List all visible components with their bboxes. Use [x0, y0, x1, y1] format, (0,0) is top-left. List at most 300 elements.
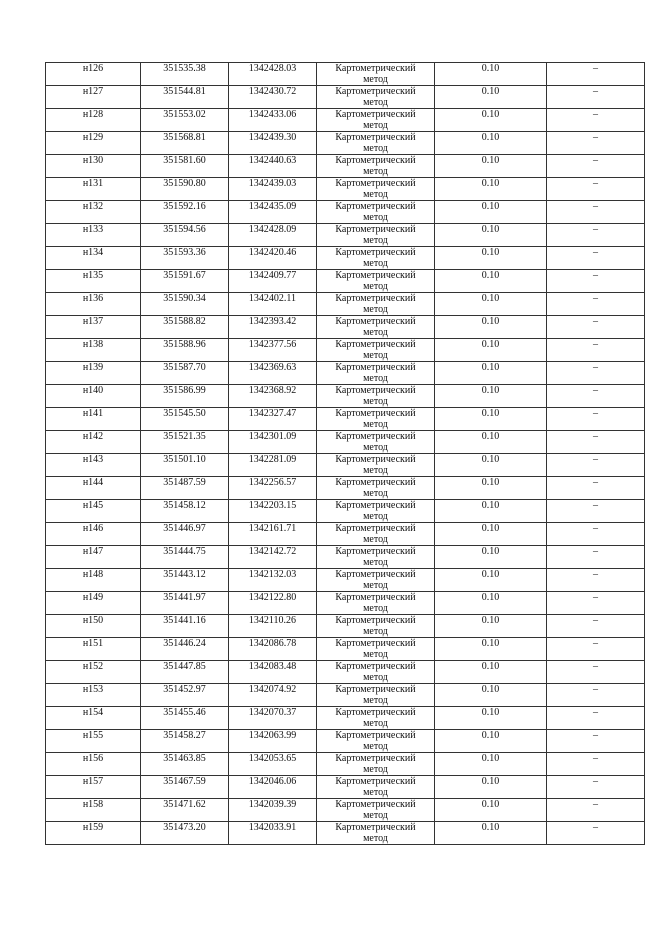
x-coordinate-cell: 351463.85 [141, 753, 229, 776]
point-number-cell: н138 [46, 339, 141, 362]
point-number-cell: н132 [46, 201, 141, 224]
description-cell: – [547, 155, 645, 178]
description-cell: – [547, 822, 645, 845]
accuracy-cell: 0.10 [435, 385, 547, 408]
y-coordinate-cell: 1342435.09 [229, 201, 317, 224]
method-line-2: метод [363, 143, 388, 154]
method-line-2: метод [363, 534, 388, 545]
description-cell: – [547, 385, 645, 408]
method-line-1: Картометрический [335, 707, 416, 718]
method-cell [317, 546, 435, 569]
method-line-2: метод [363, 695, 388, 706]
point-number-cell: н147 [46, 546, 141, 569]
x-coordinate-cell: 351593.36 [141, 247, 229, 270]
method-line-1: Картометрический [335, 776, 416, 787]
point-number-cell: н129 [46, 132, 141, 155]
accuracy-cell: 0.10 [435, 155, 547, 178]
description-cell: – [547, 132, 645, 155]
description-cell: – [547, 339, 645, 362]
method-cell [317, 454, 435, 477]
accuracy-cell: 0.10 [435, 454, 547, 477]
table-row [46, 523, 645, 546]
description-cell: – [547, 592, 645, 615]
x-coordinate-cell: 351591.67 [141, 270, 229, 293]
method-line-2: метод [363, 166, 388, 177]
method-cell [317, 316, 435, 339]
point-number-cell: н156 [46, 753, 141, 776]
method-line-2: метод [363, 212, 388, 223]
method-cell [317, 822, 435, 845]
method-line-1: Картометрический [335, 661, 416, 672]
point-number-cell: н127 [46, 86, 141, 109]
method-cell [317, 592, 435, 615]
point-number-cell: н139 [46, 362, 141, 385]
description-cell: – [547, 753, 645, 776]
accuracy-cell: 0.10 [435, 293, 547, 316]
point-number-cell: н130 [46, 155, 141, 178]
accuracy-cell: 0.10 [435, 63, 547, 86]
point-number-cell: н149 [46, 592, 141, 615]
accuracy-cell: 0.10 [435, 638, 547, 661]
method-line-2: метод [363, 626, 388, 637]
table-row [46, 431, 645, 454]
table-row [46, 109, 645, 132]
y-coordinate-cell: 1342142.72 [229, 546, 317, 569]
description-cell: – [547, 615, 645, 638]
accuracy-cell: 0.10 [435, 592, 547, 615]
x-coordinate-cell: 351452.97 [141, 684, 229, 707]
table-row [46, 224, 645, 247]
table-row [46, 730, 645, 753]
method-cell [317, 707, 435, 730]
method-line-1: Картометрический [335, 316, 416, 327]
table-body [46, 63, 645, 845]
method-line-1: Картометрический [335, 86, 416, 97]
x-coordinate-cell: 351535.38 [141, 63, 229, 86]
point-number-cell: н150 [46, 615, 141, 638]
x-coordinate-cell: 351594.56 [141, 224, 229, 247]
accuracy-cell: 0.10 [435, 753, 547, 776]
y-coordinate-cell: 1342428.03 [229, 63, 317, 86]
point-number-cell: н144 [46, 477, 141, 500]
method-line-2: метод [363, 120, 388, 131]
description-cell: – [547, 776, 645, 799]
description-cell: – [547, 454, 645, 477]
accuracy-cell: 0.10 [435, 661, 547, 684]
accuracy-cell: 0.10 [435, 132, 547, 155]
method-cell [317, 431, 435, 454]
description-cell: – [547, 684, 645, 707]
x-coordinate-cell: 351487.59 [141, 477, 229, 500]
y-coordinate-cell: 1342393.42 [229, 316, 317, 339]
description-cell: – [547, 224, 645, 247]
x-coordinate-cell: 351587.70 [141, 362, 229, 385]
point-number-cell: н133 [46, 224, 141, 247]
x-coordinate-cell: 351586.99 [141, 385, 229, 408]
description-cell: – [547, 109, 645, 132]
y-coordinate-cell: 1342439.03 [229, 178, 317, 201]
description-cell: – [547, 638, 645, 661]
method-line-1: Картометрический [335, 546, 416, 557]
x-coordinate-cell: 351588.82 [141, 316, 229, 339]
x-coordinate-cell: 351446.97 [141, 523, 229, 546]
accuracy-cell: 0.10 [435, 247, 547, 270]
accuracy-cell: 0.10 [435, 615, 547, 638]
table-row [46, 454, 645, 477]
method-cell [317, 109, 435, 132]
method-cell [317, 776, 435, 799]
method-line-2: метод [363, 649, 388, 660]
x-coordinate-cell: 351455.46 [141, 707, 229, 730]
x-coordinate-cell: 351501.10 [141, 454, 229, 477]
table-row [46, 339, 645, 362]
method-line-2: метод [363, 557, 388, 568]
method-cell [317, 500, 435, 523]
y-coordinate-cell: 1342377.56 [229, 339, 317, 362]
method-cell [317, 730, 435, 753]
method-cell [317, 408, 435, 431]
x-coordinate-cell: 351568.81 [141, 132, 229, 155]
method-line-2: метод [363, 281, 388, 292]
table-row [46, 247, 645, 270]
y-coordinate-cell: 1342033.91 [229, 822, 317, 845]
method-line-1: Картометрический [335, 431, 416, 442]
point-number-cell: н159 [46, 822, 141, 845]
y-coordinate-cell: 1342256.57 [229, 477, 317, 500]
y-coordinate-cell: 1342440.63 [229, 155, 317, 178]
x-coordinate-cell: 351441.16 [141, 615, 229, 638]
method-line-1: Картометрический [335, 178, 416, 189]
method-line-1: Картометрический [335, 247, 416, 258]
table-row [46, 477, 645, 500]
method-line-1: Картометрический [335, 592, 416, 603]
method-cell [317, 638, 435, 661]
method-line-2: метод [363, 511, 388, 522]
description-cell: – [547, 178, 645, 201]
method-cell [317, 362, 435, 385]
accuracy-cell: 0.10 [435, 546, 547, 569]
y-coordinate-cell: 1342420.46 [229, 247, 317, 270]
y-coordinate-cell: 1342046.06 [229, 776, 317, 799]
table-row [46, 201, 645, 224]
method-line-1: Картометрический [335, 615, 416, 626]
method-cell [317, 293, 435, 316]
table-row [46, 569, 645, 592]
point-number-cell: н143 [46, 454, 141, 477]
y-coordinate-cell: 1342327.47 [229, 408, 317, 431]
method-line-1: Картометрический [335, 638, 416, 649]
method-line-1: Картометрический [335, 362, 416, 373]
method-cell [317, 523, 435, 546]
description-cell: – [547, 362, 645, 385]
method-line-2: метод [363, 810, 388, 821]
description-cell: – [547, 316, 645, 339]
x-coordinate-cell: 351471.62 [141, 799, 229, 822]
x-coordinate-cell: 351446.24 [141, 638, 229, 661]
accuracy-cell: 0.10 [435, 270, 547, 293]
accuracy-cell: 0.10 [435, 408, 547, 431]
method-line-1: Картометрический [335, 477, 416, 488]
method-line-1: Картометрический [335, 753, 416, 764]
method-line-1: Картометрический [335, 569, 416, 580]
method-line-1: Картометрический [335, 155, 416, 166]
method-cell [317, 684, 435, 707]
x-coordinate-cell: 351545.50 [141, 408, 229, 431]
accuracy-cell: 0.10 [435, 799, 547, 822]
method-cell [317, 569, 435, 592]
y-coordinate-cell: 1342122.80 [229, 592, 317, 615]
method-cell [317, 132, 435, 155]
y-coordinate-cell: 1342086.78 [229, 638, 317, 661]
table-row [46, 86, 645, 109]
method-line-2: метод [363, 741, 388, 752]
method-cell [317, 201, 435, 224]
description-cell: – [547, 523, 645, 546]
x-coordinate-cell: 351553.02 [141, 109, 229, 132]
point-number-cell: н131 [46, 178, 141, 201]
description-cell: – [547, 661, 645, 684]
y-coordinate-cell: 1342439.30 [229, 132, 317, 155]
method-line-2: метод [363, 672, 388, 683]
table-row [46, 178, 645, 201]
method-line-2: метод [363, 97, 388, 108]
accuracy-cell: 0.10 [435, 316, 547, 339]
method-cell [317, 799, 435, 822]
x-coordinate-cell: 351590.34 [141, 293, 229, 316]
y-coordinate-cell: 1342063.99 [229, 730, 317, 753]
accuracy-cell: 0.10 [435, 339, 547, 362]
table-row [46, 362, 645, 385]
table-row [46, 316, 645, 339]
y-coordinate-cell: 1342301.09 [229, 431, 317, 454]
point-number-cell: н158 [46, 799, 141, 822]
method-line-2: метод [363, 74, 388, 85]
table-row [46, 661, 645, 684]
table-row [46, 707, 645, 730]
method-cell [317, 615, 435, 638]
description-cell: – [547, 201, 645, 224]
y-coordinate-cell: 1342039.39 [229, 799, 317, 822]
coordinates-table [45, 62, 645, 845]
table-row [46, 293, 645, 316]
table-row [46, 799, 645, 822]
method-line-2: метод [363, 235, 388, 246]
y-coordinate-cell: 1342203.15 [229, 500, 317, 523]
y-coordinate-cell: 1342368.92 [229, 385, 317, 408]
method-line-2: метод [363, 304, 388, 315]
point-number-cell: н154 [46, 707, 141, 730]
description-cell: – [547, 293, 645, 316]
accuracy-cell: 0.10 [435, 224, 547, 247]
method-line-2: метод [363, 350, 388, 361]
method-cell [317, 224, 435, 247]
point-number-cell: н135 [46, 270, 141, 293]
method-line-1: Картометрический [335, 730, 416, 741]
description-cell: – [547, 477, 645, 500]
method-line-2: метод [363, 603, 388, 614]
point-number-cell: н151 [46, 638, 141, 661]
table-row [46, 408, 645, 431]
table-row [46, 592, 645, 615]
x-coordinate-cell: 351447.85 [141, 661, 229, 684]
x-coordinate-cell: 351588.96 [141, 339, 229, 362]
point-number-cell: н146 [46, 523, 141, 546]
x-coordinate-cell: 351592.16 [141, 201, 229, 224]
point-number-cell: н142 [46, 431, 141, 454]
method-line-1: Картометрический [335, 385, 416, 396]
point-number-cell: н140 [46, 385, 141, 408]
method-line-2: метод [363, 764, 388, 775]
method-line-2: метод [363, 327, 388, 338]
method-line-2: метод [363, 396, 388, 407]
method-line-1: Картометрический [335, 523, 416, 534]
table-row [46, 132, 645, 155]
method-cell [317, 339, 435, 362]
accuracy-cell: 0.10 [435, 776, 547, 799]
point-number-cell: н157 [46, 776, 141, 799]
method-line-1: Картометрический [335, 201, 416, 212]
method-line-2: метод [363, 189, 388, 200]
method-cell [317, 247, 435, 270]
method-cell [317, 178, 435, 201]
y-coordinate-cell: 1342433.06 [229, 109, 317, 132]
description-cell: – [547, 270, 645, 293]
table-row [46, 546, 645, 569]
method-cell [317, 385, 435, 408]
method-line-1: Картометрический [335, 132, 416, 143]
accuracy-cell: 0.10 [435, 362, 547, 385]
method-line-2: метод [363, 419, 388, 430]
y-coordinate-cell: 1342281.09 [229, 454, 317, 477]
y-coordinate-cell: 1342070.37 [229, 707, 317, 730]
method-line-1: Картометрический [335, 799, 416, 810]
accuracy-cell: 0.10 [435, 707, 547, 730]
accuracy-cell: 0.10 [435, 178, 547, 201]
x-coordinate-cell: 351590.80 [141, 178, 229, 201]
method-cell [317, 477, 435, 500]
accuracy-cell: 0.10 [435, 523, 547, 546]
method-line-2: метод [363, 442, 388, 453]
accuracy-cell: 0.10 [435, 201, 547, 224]
y-coordinate-cell: 1342110.26 [229, 615, 317, 638]
accuracy-cell: 0.10 [435, 730, 547, 753]
y-coordinate-cell: 1342161.71 [229, 523, 317, 546]
method-line-2: метод [363, 580, 388, 591]
accuracy-cell: 0.10 [435, 86, 547, 109]
x-coordinate-cell: 351473.20 [141, 822, 229, 845]
method-line-2: метод [363, 465, 388, 476]
point-number-cell: н137 [46, 316, 141, 339]
accuracy-cell: 0.10 [435, 500, 547, 523]
table-row [46, 385, 645, 408]
y-coordinate-cell: 1342430.72 [229, 86, 317, 109]
point-number-cell: н126 [46, 63, 141, 86]
method-line-1: Картометрический [335, 684, 416, 695]
point-number-cell: н134 [46, 247, 141, 270]
point-number-cell: н128 [46, 109, 141, 132]
x-coordinate-cell: 351441.97 [141, 592, 229, 615]
y-coordinate-cell: 1342053.65 [229, 753, 317, 776]
table-row [46, 615, 645, 638]
method-line-1: Картометрический [335, 408, 416, 419]
method-cell [317, 270, 435, 293]
method-cell [317, 753, 435, 776]
description-cell: – [547, 86, 645, 109]
method-cell [317, 155, 435, 178]
description-cell: – [547, 63, 645, 86]
accuracy-cell: 0.10 [435, 684, 547, 707]
x-coordinate-cell: 351544.81 [141, 86, 229, 109]
method-line-2: метод [363, 833, 388, 844]
point-number-cell: н148 [46, 569, 141, 592]
point-number-cell: н145 [46, 500, 141, 523]
table-row [46, 684, 645, 707]
method-line-1: Картометрический [335, 224, 416, 235]
description-cell: – [547, 431, 645, 454]
x-coordinate-cell: 351467.59 [141, 776, 229, 799]
accuracy-cell: 0.10 [435, 569, 547, 592]
table-row [46, 822, 645, 845]
accuracy-cell: 0.10 [435, 822, 547, 845]
x-coordinate-cell: 351443.12 [141, 569, 229, 592]
x-coordinate-cell: 351458.27 [141, 730, 229, 753]
y-coordinate-cell: 1342074.92 [229, 684, 317, 707]
method-line-1: Картометрический [335, 270, 416, 281]
method-cell [317, 86, 435, 109]
x-coordinate-cell: 351521.35 [141, 431, 229, 454]
y-coordinate-cell: 1342369.63 [229, 362, 317, 385]
method-line-2: метод [363, 488, 388, 499]
y-coordinate-cell: 1342428.09 [229, 224, 317, 247]
point-number-cell: н141 [46, 408, 141, 431]
method-line-1: Картометрический [335, 500, 416, 511]
description-cell: – [547, 546, 645, 569]
method-line-2: метод [363, 718, 388, 729]
x-coordinate-cell: 351581.60 [141, 155, 229, 178]
method-line-1: Картометрический [335, 454, 416, 465]
y-coordinate-cell: 1342083.48 [229, 661, 317, 684]
table-row [46, 63, 645, 86]
method-line-2: метод [363, 373, 388, 384]
table-row [46, 270, 645, 293]
point-number-cell: н136 [46, 293, 141, 316]
method-line-2: метод [363, 258, 388, 269]
method-cell [317, 63, 435, 86]
y-coordinate-cell: 1342132.03 [229, 569, 317, 592]
method-cell [317, 661, 435, 684]
table-row [46, 753, 645, 776]
accuracy-cell: 0.10 [435, 477, 547, 500]
table-row [46, 638, 645, 661]
method-line-1: Картометрический [335, 293, 416, 304]
table-row [46, 155, 645, 178]
x-coordinate-cell: 351444.75 [141, 546, 229, 569]
method-line-1: Картометрический [335, 339, 416, 350]
method-line-2: метод [363, 787, 388, 798]
accuracy-cell: 0.10 [435, 109, 547, 132]
point-number-cell: н155 [46, 730, 141, 753]
description-cell: – [547, 569, 645, 592]
accuracy-cell: 0.10 [435, 431, 547, 454]
description-cell: – [547, 408, 645, 431]
y-coordinate-cell: 1342402.11 [229, 293, 317, 316]
description-cell: – [547, 500, 645, 523]
point-number-cell: н153 [46, 684, 141, 707]
method-line-1: Картометрический [335, 822, 416, 833]
y-coordinate-cell: 1342409.77 [229, 270, 317, 293]
x-coordinate-cell: 351458.12 [141, 500, 229, 523]
description-cell: – [547, 247, 645, 270]
